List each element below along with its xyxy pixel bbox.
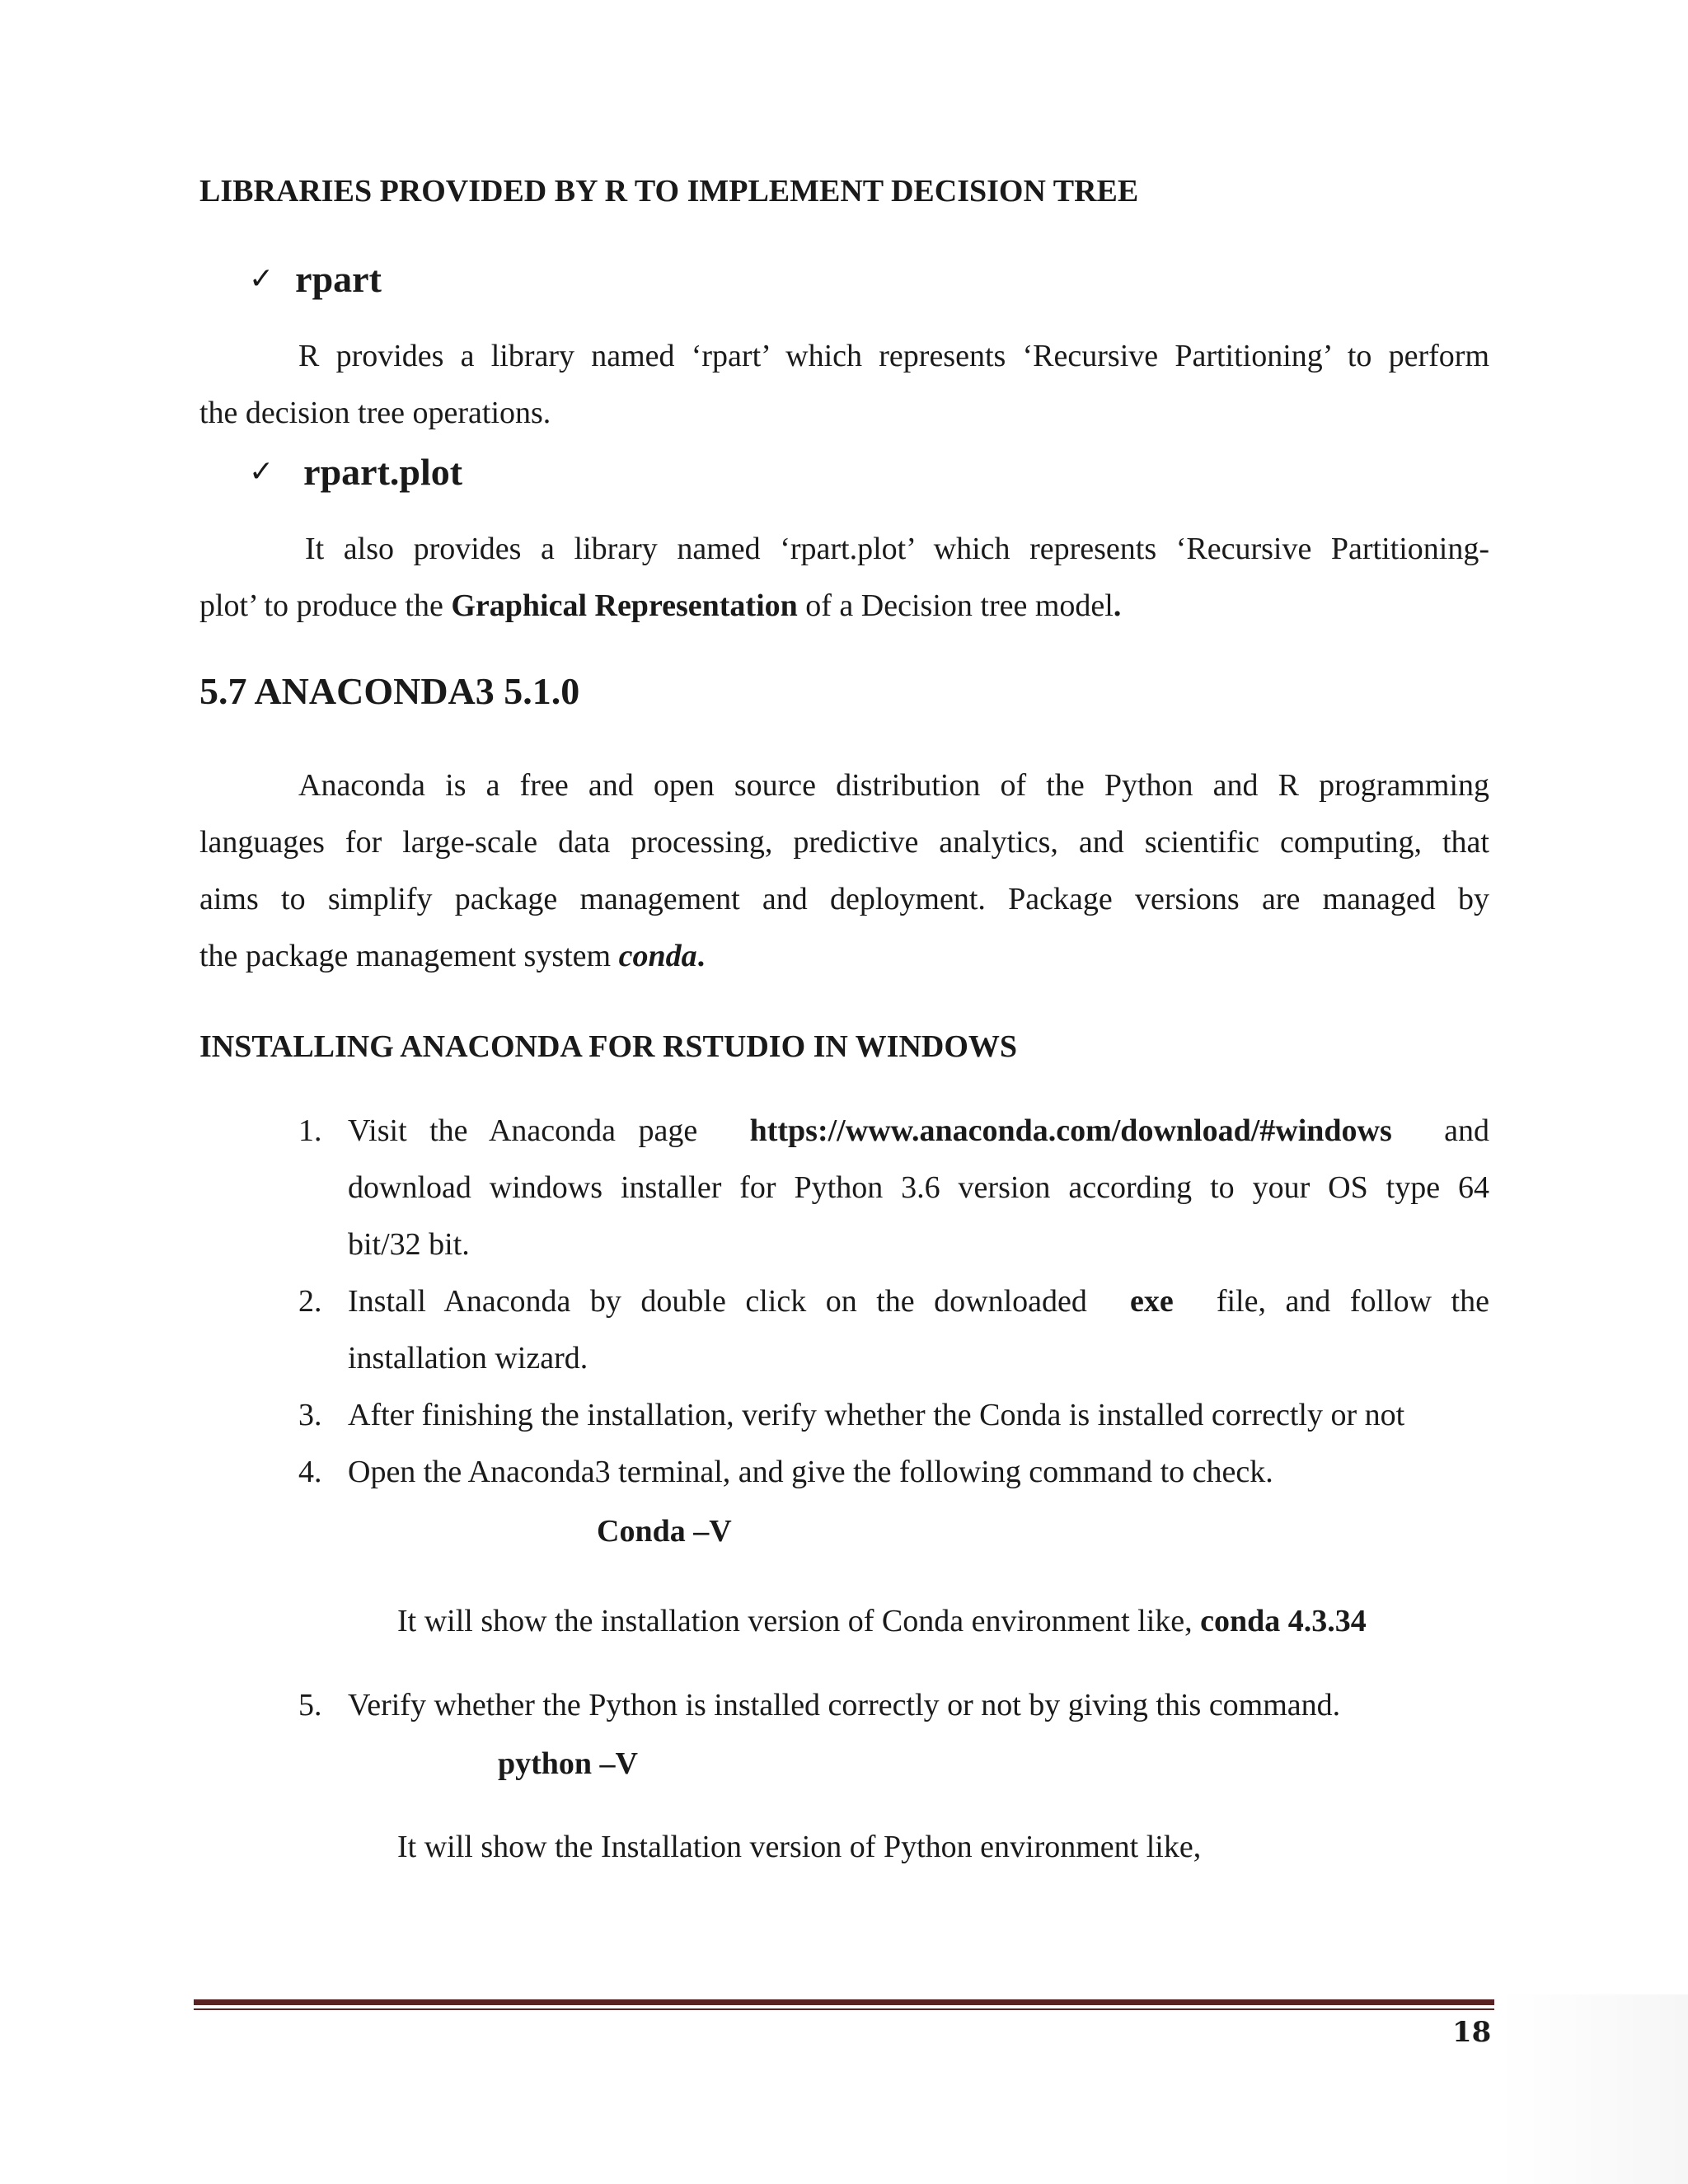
step-3-number: 3. [298,1398,322,1432]
step-2-line1: Install Anaconda by double click on the downloaded exe file, and follow the [348,1284,1489,1319]
step-2-number: 2. [298,1284,322,1319]
rpart-plot-line2: plot’ to produce the Graphical Representation of a Decision tree model. [199,588,1122,623]
checkmark-icon: ✓ [249,455,274,489]
step-5-number: 5. [298,1688,322,1722]
footer-rule-thin [194,2008,1494,2010]
step-2-line2: installation wizard. [348,1341,588,1376]
step-5-text: Verify whether the Python is installed correctly or not by giving this command. [348,1688,1341,1722]
conda-result: It will show the installation version of Conda environment like, conda 4.3.34 [397,1604,1367,1638]
step-1-line2: download windows installer for Python 3.6 version according to your OS type 64 [348,1170,1489,1205]
python-result: It will show the Installation version of Python environment like, [397,1830,1202,1864]
anaconda-line1: Anaconda is a free and open source distribution of the Python and R programming [298,768,1489,803]
rpart-item [249,257,382,301]
step-1-number: 1. [298,1113,322,1148]
anaconda-line4: the package management system conda. [199,939,706,973]
rpart-plot-item [249,450,462,494]
step-3-text: After finishing the installation, verify whether the Conda is installed correctly or not [348,1398,1405,1432]
rpart-line2: the decision tree operations. [199,396,551,430]
rpart-label: rpart [295,258,382,300]
libraries-heading: LIBRARIES PROVIDED BY R TO IMPLEMENT DECISION TREE [199,174,1139,209]
step-4-number: 4. [298,1455,322,1489]
section-title: 5.7 ANACONDA3 5.1.0 [199,670,580,712]
footer-rule-thick [194,1999,1494,2005]
anaconda-line2: languages for large-scale data processing, predictive analytics, and scientific computing, that [199,825,1489,860]
rpart-plot-label: rpart.plot [303,451,463,493]
page-edge-shadow [1500,1994,1688,2184]
rpart-plot-line1: It also provides a library named ‘rpart.plot’ which represents ‘Recursive Partitioning- [305,532,1489,566]
step-4-text: Open the Anaconda3 terminal, and give the following command to check. [348,1455,1273,1489]
step-1-line3: bit/32 bit. [348,1227,470,1262]
anaconda-download-url: https://www.anaconda.com/download/#windows [749,1113,1392,1148]
python-command: python –V [498,1746,638,1781]
anaconda-line3: aims to simplify package management and deployment. Package versions are managed by [199,882,1489,916]
install-heading: INSTALLING ANACONDA FOR RSTUDIO IN WINDOWS [199,1029,1018,1064]
page-number: 18 [1452,2016,1492,2049]
conda-command: Conda –V [597,1514,732,1549]
step-1-line1: Visit the Anaconda page https://www.anaconda.com/download/#windows and [348,1103,1489,1160]
rpart-line1: R provides a library named ‘rpart’ which represents ‘Recursive Partitioning’ to perform [298,339,1489,373]
checkmark-icon: ✓ [249,262,274,296]
